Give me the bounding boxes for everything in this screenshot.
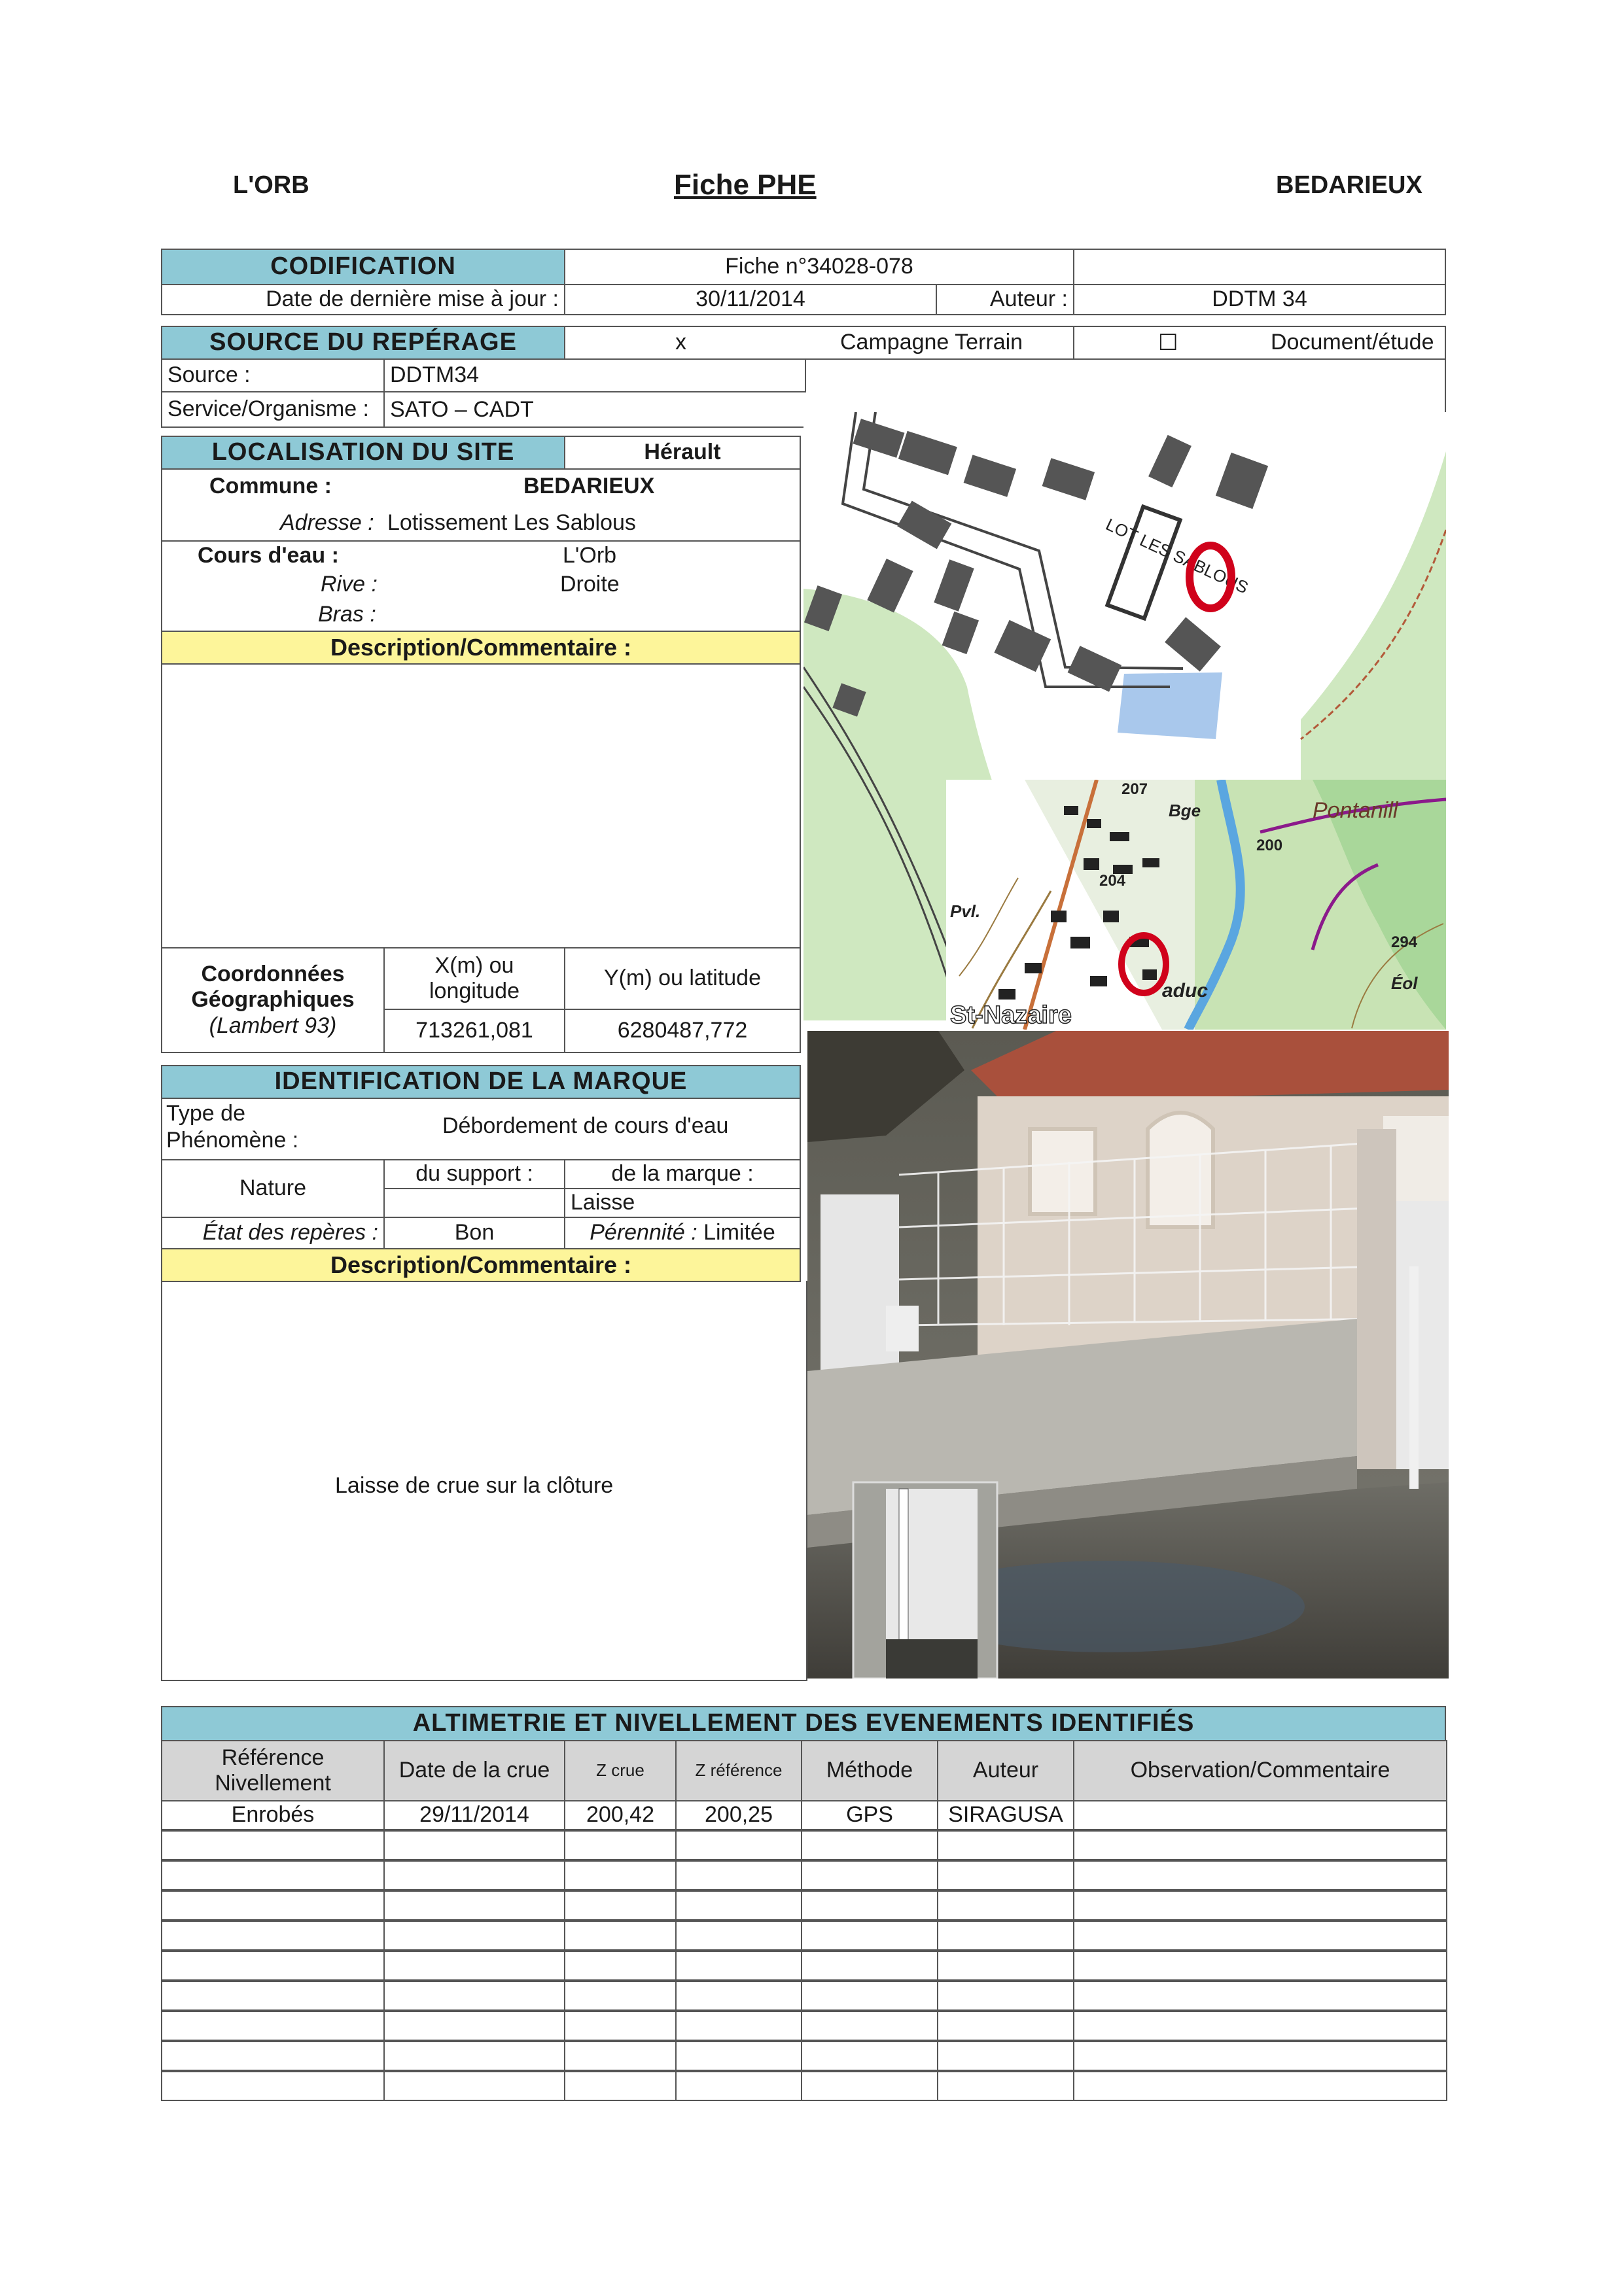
table-cell <box>564 1921 677 1951</box>
terrain-check: x <box>675 330 686 355</box>
table-cell <box>675 1981 802 2011</box>
rive-value: Droite <box>560 572 620 597</box>
topo-label: Pvl. <box>950 901 981 921</box>
table-cell <box>937 2041 1074 2071</box>
table-cell <box>161 1921 385 1951</box>
table-cell <box>383 2011 565 2041</box>
table-cell: 200,42 <box>564 1800 677 1830</box>
divider <box>161 540 801 542</box>
table-cell <box>801 2071 938 2101</box>
campagne-label: Campagne Terrain <box>840 330 1023 355</box>
type-label-line2: Phénomène : <box>166 1127 299 1153</box>
adresse-label: Adresse : <box>280 510 374 535</box>
topo-label: Pontanill <box>1313 798 1398 823</box>
table-cell <box>161 2041 385 2071</box>
header-commune: BEDARIEUX <box>1276 171 1422 199</box>
table-cell <box>801 1830 938 1860</box>
document-label: Document/étude <box>1271 330 1434 355</box>
topographic-map <box>946 780 1446 1030</box>
commune-label: Commune : <box>209 474 332 498</box>
table-cell <box>383 1951 565 1981</box>
x-header <box>383 947 565 1010</box>
coordinates-label <box>161 947 385 1053</box>
marque-value: Laisse <box>564 1188 801 1218</box>
type-label-line1: Type de <box>166 1101 245 1126</box>
table-cell <box>801 2011 938 2041</box>
source-title: SOURCE DU REPÉRAGE <box>161 326 565 360</box>
table-cell <box>801 1951 938 1981</box>
table-cell <box>564 1890 677 1921</box>
table-cell <box>383 2041 565 2071</box>
cours-label: Cours d'eau : <box>198 543 339 568</box>
table-cell <box>1073 2011 1447 2041</box>
coordinates-label-line2: Géographiques <box>191 987 355 1013</box>
table-cell <box>937 1830 1074 1860</box>
codification-empty <box>1073 249 1446 285</box>
table-cell <box>801 1981 938 2011</box>
table-cell <box>675 1921 802 1951</box>
table-cell <box>161 1860 385 1890</box>
table-cell <box>801 1860 938 1890</box>
table-cell <box>564 2011 677 2041</box>
table-cell <box>675 1951 802 1981</box>
table-column-header: Référence Nivellement <box>161 1740 385 1801</box>
table-cell <box>564 1951 677 1981</box>
table-cell <box>937 1981 1074 2011</box>
table-cell <box>564 1860 677 1890</box>
site-photo <box>807 1031 1449 1679</box>
table-cell: Enrobés <box>161 1800 385 1830</box>
source-label: Source : <box>161 358 385 392</box>
divider <box>383 426 806 428</box>
table-cell <box>801 1921 938 1951</box>
table-cell <box>1073 2071 1447 2101</box>
service-label: Service/Organisme : <box>161 391 385 428</box>
table-cell <box>161 1890 385 1921</box>
table-cell <box>1073 1981 1447 2011</box>
date-label: Date de dernière mise à jour : <box>161 284 565 315</box>
coordinates-label-line3: (Lambert 93) <box>209 1013 337 1038</box>
table-cell: SIRAGUSA <box>937 1800 1074 1830</box>
perennite-value: Limitée <box>703 1220 775 1245</box>
document-check: ☐ <box>1158 330 1178 355</box>
topo-label: St-Nazaire <box>950 1001 1072 1029</box>
table-column-header: Observation/Commentaire <box>1073 1740 1447 1801</box>
table-cell: GPS <box>801 1800 938 1830</box>
topo-label: Éol <box>1391 973 1418 993</box>
table-cell <box>1073 2041 1447 2071</box>
table-cell <box>564 1981 677 2011</box>
table-cell <box>383 1981 565 2011</box>
altimetrie-title: ALTIMETRIE ET NIVELLEMENT DES EVENEMENTS IDENTIFIÉS <box>161 1706 1446 1741</box>
table-cell <box>675 1860 802 1890</box>
perennite-label: Pérennité : <box>590 1220 697 1245</box>
table-cell <box>801 1890 938 1921</box>
nature-label: Nature <box>161 1159 385 1218</box>
table-cell <box>675 2041 802 2071</box>
table-column-header: Z crue <box>564 1740 677 1801</box>
table-cell <box>161 1981 385 2011</box>
departement-value: Hérault <box>564 436 801 470</box>
table-cell <box>937 1860 1074 1890</box>
codification-title: CODIFICATION <box>161 249 565 285</box>
x-header-line2: longitude <box>429 979 520 1003</box>
topo-label: 207 <box>1121 780 1148 798</box>
table-cell <box>937 2011 1074 2041</box>
table-cell <box>801 2041 938 2071</box>
auteur-label: Auteur : <box>936 284 1074 315</box>
auteur-value: DDTM 34 <box>1073 284 1446 315</box>
table-cell <box>1073 1951 1447 1981</box>
topo-label: Bge <box>1169 801 1201 820</box>
table-cell: 200,25 <box>675 1800 802 1830</box>
date-value: 30/11/2014 <box>564 284 937 315</box>
localisation-title: LOCALISATION DU SITE <box>161 436 565 470</box>
identification-description-text: Laisse de crue sur la clôture <box>335 1473 614 1498</box>
table-cell <box>161 1951 385 1981</box>
table-cell <box>1073 1830 1447 1860</box>
etat-value: Bon <box>383 1217 565 1249</box>
table-cell <box>1073 1800 1447 1830</box>
table-cell <box>383 1860 565 1890</box>
commune-value: BEDARIEUX <box>523 474 655 498</box>
identification-title: IDENTIFICATION DE LA MARQUE <box>161 1065 801 1099</box>
table-cell <box>937 1921 1074 1951</box>
fiche-number: Fiche n°34028-078 <box>564 249 1074 285</box>
coordinates-label-line1: Coordonnées <box>201 962 345 987</box>
x-value: 713261,081 <box>383 1009 565 1053</box>
table-cell <box>161 1830 385 1860</box>
table-column-header: Date de la crue <box>383 1740 565 1801</box>
adresse-value: Lotissement Les Sablous <box>387 510 636 535</box>
y-header: Y(m) ou latitude <box>564 947 801 1010</box>
topo-label: 204 <box>1099 872 1126 890</box>
table-cell: 29/11/2014 <box>383 1800 565 1830</box>
table-column-header: Z référence <box>675 1740 802 1801</box>
page-title: Fiche PHE <box>674 169 817 201</box>
topo-label: 200 <box>1256 837 1283 854</box>
localisation-description-title: Description/Commentaire : <box>161 631 801 665</box>
cours-value: L'Orb <box>563 543 617 568</box>
rive-label: Rive : <box>321 572 378 597</box>
table-cell <box>383 1921 565 1951</box>
table-column-header: Auteur <box>937 1740 1074 1801</box>
table-cell <box>937 1951 1074 1981</box>
marque-label: de la marque : <box>564 1159 801 1189</box>
table-cell <box>937 2071 1074 2101</box>
table-cell <box>1073 1890 1447 1921</box>
table-column-header: Méthode <box>801 1740 938 1801</box>
etat-label: État des repères : <box>161 1217 385 1249</box>
service-value: SATO – CADT <box>383 391 806 428</box>
pillar <box>1357 1129 1396 1469</box>
street-label: LOT LES SABLOUS <box>1103 514 1252 598</box>
table-cell <box>564 1830 677 1860</box>
table-cell <box>937 1890 1074 1921</box>
table-cell <box>383 1830 565 1860</box>
type-value: Débordement de cours d'eau <box>442 1113 729 1138</box>
table-cell <box>1073 1921 1447 1951</box>
table-cell <box>161 2071 385 2101</box>
table-cell <box>564 2071 677 2101</box>
divider <box>1445 358 1446 417</box>
perennite-cell <box>564 1217 801 1249</box>
topo-label: 294 <box>1391 933 1418 951</box>
support-value <box>383 1188 565 1218</box>
table-cell <box>383 1890 565 1921</box>
source-value: DDTM34 <box>383 358 806 392</box>
table-cell <box>564 2041 677 2071</box>
pond <box>1118 672 1222 739</box>
table-cell <box>675 2011 802 2041</box>
support-label: du support : <box>383 1159 565 1189</box>
type-label <box>166 1100 298 1154</box>
topo-label: aduc <box>1162 980 1209 1001</box>
table-cell <box>161 2011 385 2041</box>
x-header-line1: X(m) ou <box>434 952 514 978</box>
bras-label: Bras : <box>318 602 376 627</box>
header-river: L'ORB <box>233 171 309 199</box>
identification-description-title: Description/Commentaire : <box>161 1248 801 1282</box>
table-cell <box>1073 1860 1447 1890</box>
table-cell <box>675 1890 802 1921</box>
table-cell <box>675 2071 802 2101</box>
staff-gauge <box>1409 1266 1419 1489</box>
y-value: 6280487,772 <box>564 1009 801 1053</box>
table-cell <box>675 1830 802 1860</box>
table-cell <box>383 2071 565 2101</box>
